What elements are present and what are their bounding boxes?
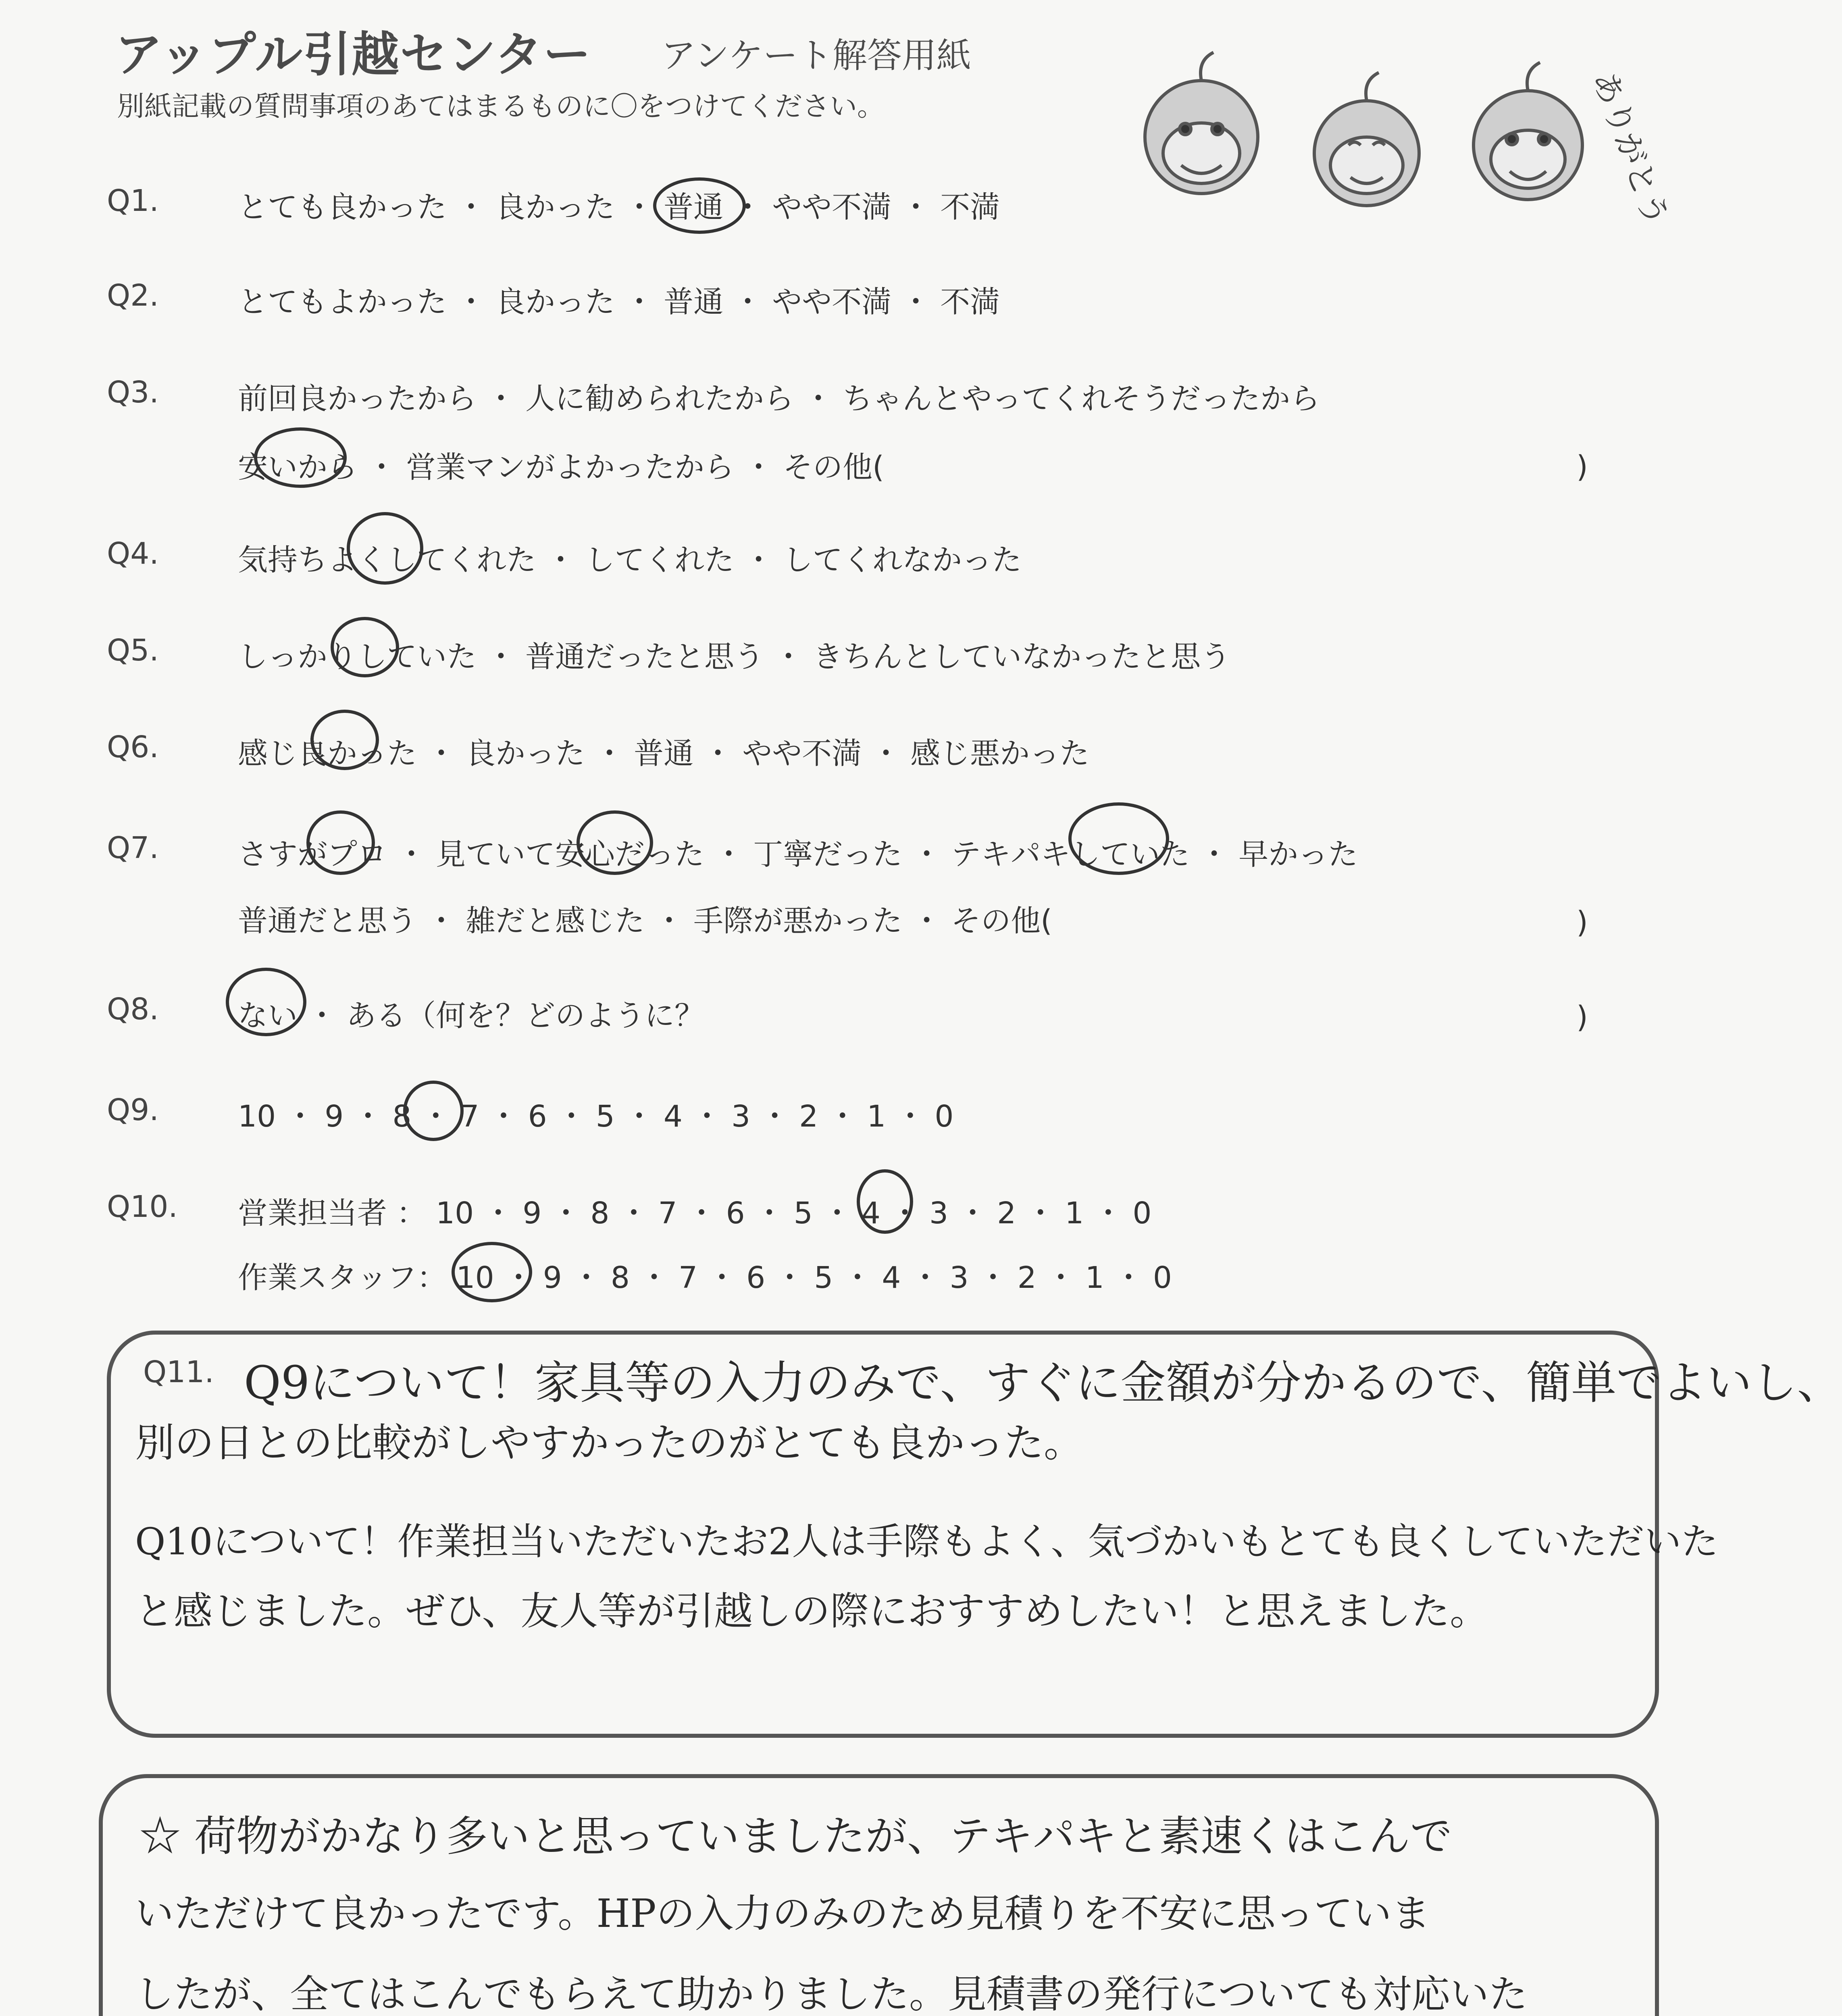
q11-handwritten-line: 別の日との比較がしやすかったのがとても良かった。 [135,1420,1084,1466]
monkey-icon [1145,52,1258,194]
form-title: アップル引越センター [115,27,592,82]
answer-circle [226,968,306,1036]
answer-circle [857,1169,913,1234]
monkey-icon [1314,73,1419,206]
mascot-illustration [1117,24,1676,234]
q3-paren: ) [1576,450,1588,484]
instruction-text: 別紙記載の質問事項のあてはまるものに〇をつけてください。 [117,91,885,123]
q6-options: 感じ良かった ・ 良かった ・ 普通 ・ やや不満 ・ 感じ悪かった [238,736,1090,771]
q6-label: Q6. [107,730,159,764]
q8-paren: ) [1576,1000,1588,1035]
q11-handwritten-line: Q10について！作業担当いただいたお2人は手際もよく、気づかいもとても良くしていただいた [135,1520,1719,1563]
q1-options: とても良かった ・ 良かった ・ 普通 ・ やや不満 ・ 不満 [238,190,1000,225]
q4-options: 気持ちよくしてくれた ・ してくれた ・ してくれなかった [238,543,1022,577]
answer-circle [452,1242,532,1302]
q10-staff-scale: 作業スタッフ： 10 ・ 9 ・ 8 ・ 7 ・ 6 ・ 5 ・ 4 ・ 3 ・ 2 ・ 1 ・ 0 [238,1260,1172,1295]
q8-options: ない ・ ある（何を？どのように？ [238,998,705,1033]
q5-options: しっかりしていた ・ 普通だったと思う ・ きちんとしていなかったと思う [238,639,1231,674]
q3-options-line1: 前回良かったから ・ 人に勧められたから ・ ちゃんとやってくれそうだったから [238,381,1320,416]
answer-circle [403,1081,464,1141]
answer-circle [306,810,375,875]
answer-circle [254,427,347,488]
q7-options-line2: 普通だと思う ・ 雑だと感じた ・ 手際が悪かった ・ その他( [238,904,1053,938]
q2-label: Q2. [107,278,159,313]
q7-paren: ) [1576,905,1588,940]
comment-handwritten-line: したが、全てはこんでもらえて助かりました。見積書の発行についても対応いた [135,1972,1528,2016]
comment-handwritten-line: いただけて良かったです。HPの入力のみのため見積りを不安に思っていま [135,1891,1430,1936]
q9-options: 10 ・ 9 ・ 8 ・ 7 ・ 6 ・ 5 ・ 4 ・ 3 ・ 2 ・ 1 ・ 0 [238,1099,954,1134]
answer-circle [1068,802,1169,875]
comment-box [99,1774,1659,2016]
q7-label: Q7. [107,831,159,865]
mascot-text: ありがとう [1585,66,1676,231]
q3-options-line2: 安いから ・ 営業マンがよかったから ・ その他( [238,450,884,485]
form-subtitle: アンケート解答用紙 [661,35,971,76]
q3-label: Q3. [107,375,159,410]
answer-circle [653,177,746,234]
q11-handwritten-line: Q9について！家具等の入力のみで、すぐに金額が分かるので、簡単でよいし、 [244,1357,1842,1409]
comment-handwritten-line: ☆ 荷物がかなり多いと思っていましたが、テキパキと素速くはこんで [139,1812,1453,1861]
monkey-icon [1474,62,1582,200]
q1-label: Q1. [107,183,159,218]
answer-circle [577,810,653,875]
q11-handwritten-line: と感じました。ぜひ、友人等が引越しの際におすすめしたい！と思えました。 [135,1589,1489,1634]
q10-label: Q10. [107,1189,178,1224]
q7-options-line1: さすがプロ ・ 見ていて安心だった ・ 丁寧だった ・ テキパキしていた ・ 早かった [238,837,1358,872]
answer-circle [347,512,423,585]
q4-label: Q4. [107,536,159,571]
q9-label: Q9. [107,1093,159,1127]
answer-circle [310,710,379,770]
q2-options: とてもよかった ・ 良かった ・ 普通 ・ やや不満 ・ 不満 [238,285,1000,319]
q10-sales-scale: 営業担当者 ： 10 ・ 9 ・ 8 ・ 7 ・ 6 ・ 5 ・ 4 ・ 3 ・ 2 ・ 1 ・ 0 [238,1196,1152,1231]
q5-label: Q5. [107,633,159,668]
q8-label: Q8. [107,992,159,1027]
q11-answer-box [107,1331,1842,1738]
answer-circle [331,617,399,677]
q11-label: Q11. [143,1355,214,1389]
